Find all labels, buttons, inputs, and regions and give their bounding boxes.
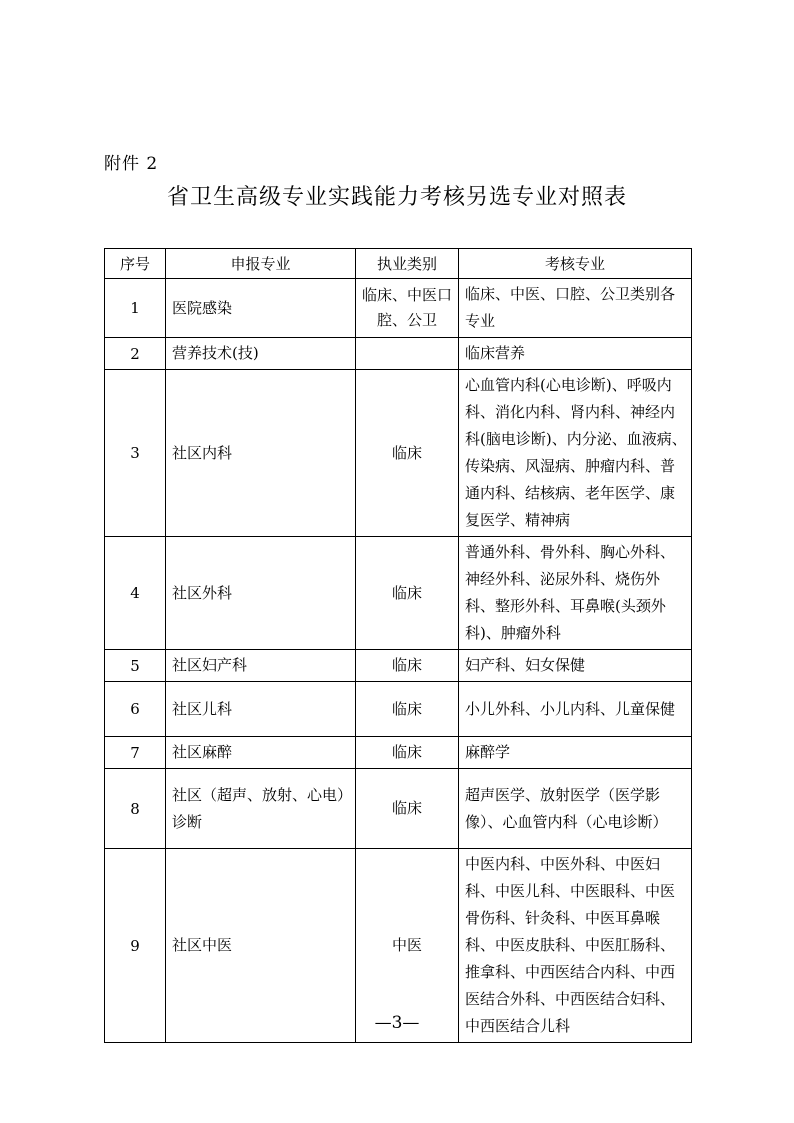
row-specialty: 社区（超声、放射、心电）诊断: [166, 769, 356, 849]
table-row: [105, 769, 692, 849]
row-no: 1: [105, 279, 166, 338]
row-specialty: 社区儿科: [166, 682, 356, 737]
row-practice-type: 临床: [356, 769, 459, 849]
row-exam-specialty: 中医内科、中医外科、中医妇科、中医儿科、中医眼科、中医骨伤科、针灸科、中医耳鼻喉科、中医皮肤科、中医肛肠科、推拿科、中西医结合内科、中西医结合外科、中西医结合妇科、中西医结合儿科: [459, 849, 692, 1043]
row-exam-specialty: 临床、中医、口腔、公卫类别各专业: [459, 279, 692, 338]
row-exam-specialty: 妇产科、妇女保健: [459, 650, 692, 682]
row-exam-specialty: 临床营养: [459, 338, 692, 370]
row-specialty: 医院感染: [166, 279, 356, 338]
table-row: [105, 682, 692, 737]
table-row: [105, 338, 692, 370]
table-row: [105, 370, 692, 537]
row-no: 6: [105, 682, 166, 737]
row-no: 7: [105, 737, 166, 769]
row-practice-type: 临床: [356, 537, 459, 650]
row-no: 8: [105, 769, 166, 849]
table-row: [105, 737, 692, 769]
row-specialty: 社区妇产科: [166, 650, 356, 682]
row-specialty: 社区内科: [166, 370, 356, 537]
row-practice-type: 临床、中医口腔、公卫: [356, 279, 459, 338]
attachment-label: 附件 2: [104, 154, 159, 174]
document-title: 省卫生高级专业实践能力考核另选专业对照表: [166, 185, 627, 210]
table-row: [105, 537, 692, 650]
table-header-row: [105, 249, 692, 279]
row-no: 4: [105, 537, 166, 650]
row-practice-type: 临床: [356, 370, 459, 537]
row-practice-type: 临床: [356, 650, 459, 682]
row-exam-specialty: 小儿外科、小儿内科、儿童保健: [459, 682, 692, 737]
table-row: [105, 279, 692, 338]
header-specialty: 申报专业: [166, 249, 356, 279]
row-practice-type: 中医: [356, 849, 459, 1043]
specialty-table: [104, 248, 692, 1043]
row-exam-specialty: 心血管内科(心电诊断)、呼吸内科、消化内科、肾内科、神经内科(脑电诊断)、内分泌、血液病、传染病、风湿病、肿瘤内科、普通内科、结核病、老年医学、康复医学、精神病: [459, 370, 692, 537]
row-no: 2: [105, 338, 166, 370]
header-no: 序号: [105, 249, 166, 279]
row-practice-type: [356, 338, 459, 370]
table-row: [105, 650, 692, 682]
row-no: 3: [105, 370, 166, 537]
page-number: —3—: [374, 1013, 420, 1033]
row-no: 9: [105, 849, 166, 1043]
row-specialty: 社区外科: [166, 537, 356, 650]
row-specialty: 社区中医: [166, 849, 356, 1043]
row-exam-specialty: 超声医学、放射医学（医学影像）、心血管内科（心电诊断）: [459, 769, 692, 849]
row-practice-type: 临床: [356, 682, 459, 737]
header-practice-type: 执业类别: [356, 249, 459, 279]
row-specialty: 社区麻醉: [166, 737, 356, 769]
row-practice-type: 临床: [356, 737, 459, 769]
header-exam-specialty: 考核专业: [459, 249, 692, 279]
row-specialty: 营养技术(技): [166, 338, 356, 370]
row-exam-specialty: 普通外科、骨外科、胸心外科、神经外科、泌尿外科、烧伤外科、整形外科、耳鼻喉(头颈外科)、肿瘤外科: [459, 537, 692, 650]
row-no: 5: [105, 650, 166, 682]
row-exam-specialty: 麻醉学: [459, 737, 692, 769]
